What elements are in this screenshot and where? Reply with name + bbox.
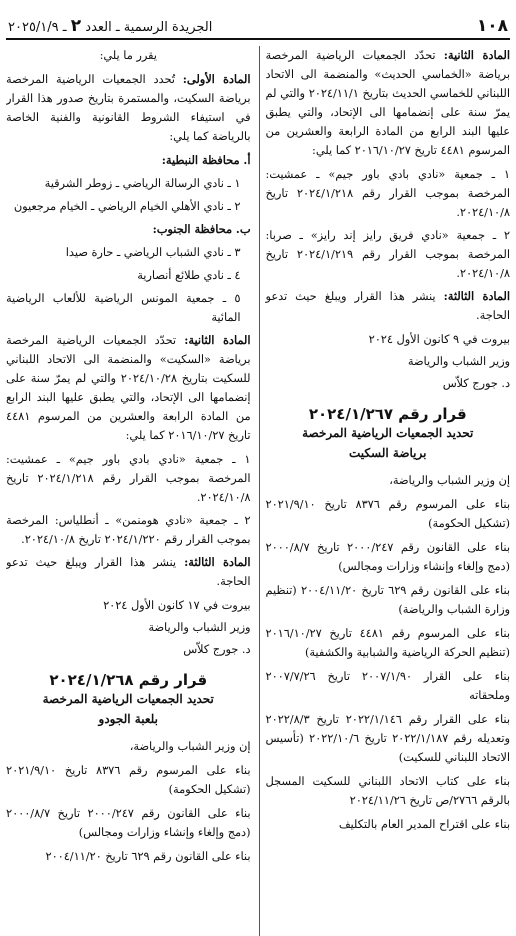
signature-place-date: بيروت في ٩ كانون الأول ٢٠٢٤ <box>368 333 510 346</box>
left-column <box>6 46 251 936</box>
list-item: ٢ ـ جمعية «نادي هومنمن» ـ أنطلياس: المرخصة بموجب القرار رقم ٢٠٢٤/١/٢٢٠ تاريخ ٢٠٢٤/١٠/٨. <box>6 514 251 546</box>
article-label: المادة الثانية: <box>184 333 251 347</box>
list-item: ٤ ـ نادي طلائع أنصارية <box>137 269 241 282</box>
preamble-line: بناء على المرسوم رقم ٨٣٧٦ تاريخ ٢٠٢١/٩/١٠ (تشكيل الحكومة) <box>265 498 510 530</box>
decree-number: قرار رقم ٢٠٢٤/١/٢٦٨ <box>49 671 208 689</box>
signature-block <box>6 596 251 659</box>
article-text: ينشر هذا القرار ويبلغ حيث تدعو الحاجة. <box>265 290 510 322</box>
signature-place-date: بيروت في ١٧ كانون الأول ٢٠٢٤ <box>103 599 251 612</box>
preamble-line: إن وزير الشباب والرياضة، <box>389 474 510 487</box>
preamble-line: بناء على القانون رقم ٢٠٠٠/٢٤٧ تاريخ ٢٠٠٠/٨/٧ (دمج وإلغاء وإنشاء وزارات ومجالس) <box>6 807 251 839</box>
article-label: المادة الثالثة: <box>443 289 510 303</box>
article-1-paragraph <box>6 70 251 146</box>
article-3-paragraph <box>266 287 511 325</box>
preamble-line: بناء على اقتراح المدير العام بالتكليف <box>338 818 510 831</box>
issue-date: ـ ٢٠٢٥/١/٩ <box>8 20 67 35</box>
decree-title-line-1: تحديد الجمعيات الرياضية المرخصة <box>42 692 214 706</box>
text-columns <box>6 46 510 936</box>
signature-block <box>266 330 511 393</box>
page-header <box>6 6 510 40</box>
preamble-line: بناء على القانون رقم ٢٠٠٠/٢٤٧ تاريخ ٢٠٠٠/٨/٧ (دمج وإلغاء وإنشاء وزارات ومجالس) <box>265 541 510 573</box>
signature-name: د. جورج كلاّس <box>183 643 251 656</box>
preamble-line: بناء على القرار ٢٠٠٧/١/٩٠ تاريخ ٢٠٠٧/٧/٢٦ وملحقاته <box>265 670 510 702</box>
decree-heading <box>266 405 511 463</box>
article-text: تُحدد الجمعيات الرياضية المرخصة برياضة السكيت، والمستمرة بتاريخ صدور هذا القرار في استيفاء الشروط القانونية والفنية الخاصة بالرياضة كما يلي: <box>6 73 251 143</box>
decree-title-line-1: تحديد الجمعيات الرياضية المرخصة <box>302 426 474 440</box>
article-2-paragraph <box>6 331 251 445</box>
decides-line: يقرر ما يلي: <box>99 49 157 62</box>
article-2-paragraph <box>266 46 511 160</box>
article-label: المادة الثانية: <box>443 48 510 62</box>
preamble-line: بناء على القانون رقم ٦٢٩ تاريخ ٢٠٠٤/١١/٢٠ (تنظيم وزارة الشباب والرياضة) <box>265 584 510 616</box>
issue-number: ٢ <box>70 16 82 36</box>
right-column <box>259 46 511 936</box>
decree-heading <box>6 671 251 729</box>
article-text: تحدّد الجمعيات الرياضية المرخصة برياضة «السكيت» والمنضمة الى الاتحاد اللبناني للسكيت بتاريخ ٢٠٢٤/١٠/٢٨ والتي لم يمرّ سنة على إنضمامها الى الإتحاد، والتي يطبق عليها البند الرابع من المادة الرابعة والعشرين من المرسوم ٤٤٨١ تاريخ ٢٠١٦/١٠/٢٧ كما يلي: <box>6 334 251 442</box>
signature-title: وزير الشباب والرياضة <box>148 621 251 634</box>
article-3-paragraph <box>6 553 251 591</box>
list-item: ١ ـ جمعية «نادي بادي باور جيم» ـ عمشيت: المرخصة بموجب القرار رقم ٢٠٢٤/١/٢١٨ تاريخ ٢٠٢٤/١٠/٨. <box>265 168 510 219</box>
section-heading: أ. محافظة النبطية: <box>161 153 251 167</box>
preamble-line: بناء على القرار رقم ٢٠٢٢/١/١٤٦ تاريخ ٢٠٢٢/٨/٣ وتعديله رقم ٢٠٢٢/١/١٨٧ تاريخ ٢٠٢٢/١٠/٦ (تأسيس الاتحاد اللبناني للسكيت) <box>265 713 510 764</box>
list-item: ١ ـ جمعية «نادي بادي باور جيم» ـ عمشيت: المرخصة بموجب القرار رقم ٢٠٢٤/١/٢١٨ تاريخ ٢٠٢٤/١٠/٨. <box>6 453 251 504</box>
decree-title-line-2: بلعبة الجودو <box>98 712 158 726</box>
list-item: ٢ ـ جمعية «نادي فريق رايز إند رايز» ـ صربا: المرخصة بموجب القرار رقم ٢٠٢٤/١/٢١٩ تاريخ ٢٠٢٤/١٠/٨. <box>265 229 510 280</box>
gazette-title <box>8 16 212 36</box>
article-label: المادة الثالثة: <box>184 555 251 569</box>
article-label: المادة الأولى: <box>182 72 251 86</box>
list-item: ٥ ـ جمعية المونس الرياضية للألعاب الرياضية المائية <box>6 292 241 324</box>
decree-title-line-2: برياضة السكيت <box>349 446 427 460</box>
list-item: ١ ـ نادي الرسالة الرياضي ـ زوطر الشرقية <box>44 177 241 190</box>
gazette-title-prefix: الجريدة الرسمية ـ العدد <box>85 20 213 35</box>
preamble-line: بناء على القانون رقم ٦٢٩ تاريخ ٢٠٠٤/١١/٢٠ <box>45 850 251 863</box>
preamble-line: بناء على المرسوم رقم ٤٤٨١ تاريخ ٢٠١٦/١٠/٢٧ (تنظيم الحركة الرياضية والشبابية والكشفية) <box>265 627 510 659</box>
signature-title: وزير الشباب والرياضة <box>407 355 510 368</box>
list-item: ٣ ـ نادي الشباب الرياضي ـ حارة صيدا <box>65 246 241 259</box>
preamble-line: إن وزير الشباب والرياضة، <box>129 740 251 753</box>
article-text: ينشر هذا القرار ويبلغ حيث تدعو الحاجة. <box>6 556 251 588</box>
list-item: ٢ ـ نادي الأهلي الخيام الرياضي ـ الخيام مرجعيون <box>13 200 241 213</box>
page-number: ١٠٨ <box>476 16 508 36</box>
signature-name: د. جورج كلاّس <box>442 377 510 390</box>
preamble-line: بناء على المرسوم رقم ٨٣٧٦ تاريخ ٢٠٢١/٩/١٠ (تشكيل الحكومة) <box>6 764 251 796</box>
decree-number: قرار رقم ٢٠٢٤/١/٢٦٧ <box>308 405 467 423</box>
preamble-line: بناء على كتاب الاتحاد اللبناني للسكيت المسجل بالرقم ٢٧٦٦/ص تاريخ ٢٠٢٤/١١/٢٦ <box>265 775 510 807</box>
article-text: تحدّد الجمعيات الرياضية المرخصة برياضة «الخماسي الحديث» والمنضمة الى الاتحاد اللبناني للخماسي الحديث بتاريخ ٢٠٢٤/١١/١ والتي لم يمرّ سنة على إنضمامها الى الإتحاد، والتي يطبق عليها البند الرابع من المادة الرابعة والعشرين من المرسوم ٤٤٨١ تاريخ ٢٠١٦/١٠/٢٧ كما يلي: <box>265 49 510 157</box>
section-heading: ب. محافظة الجنوب: <box>152 222 251 236</box>
